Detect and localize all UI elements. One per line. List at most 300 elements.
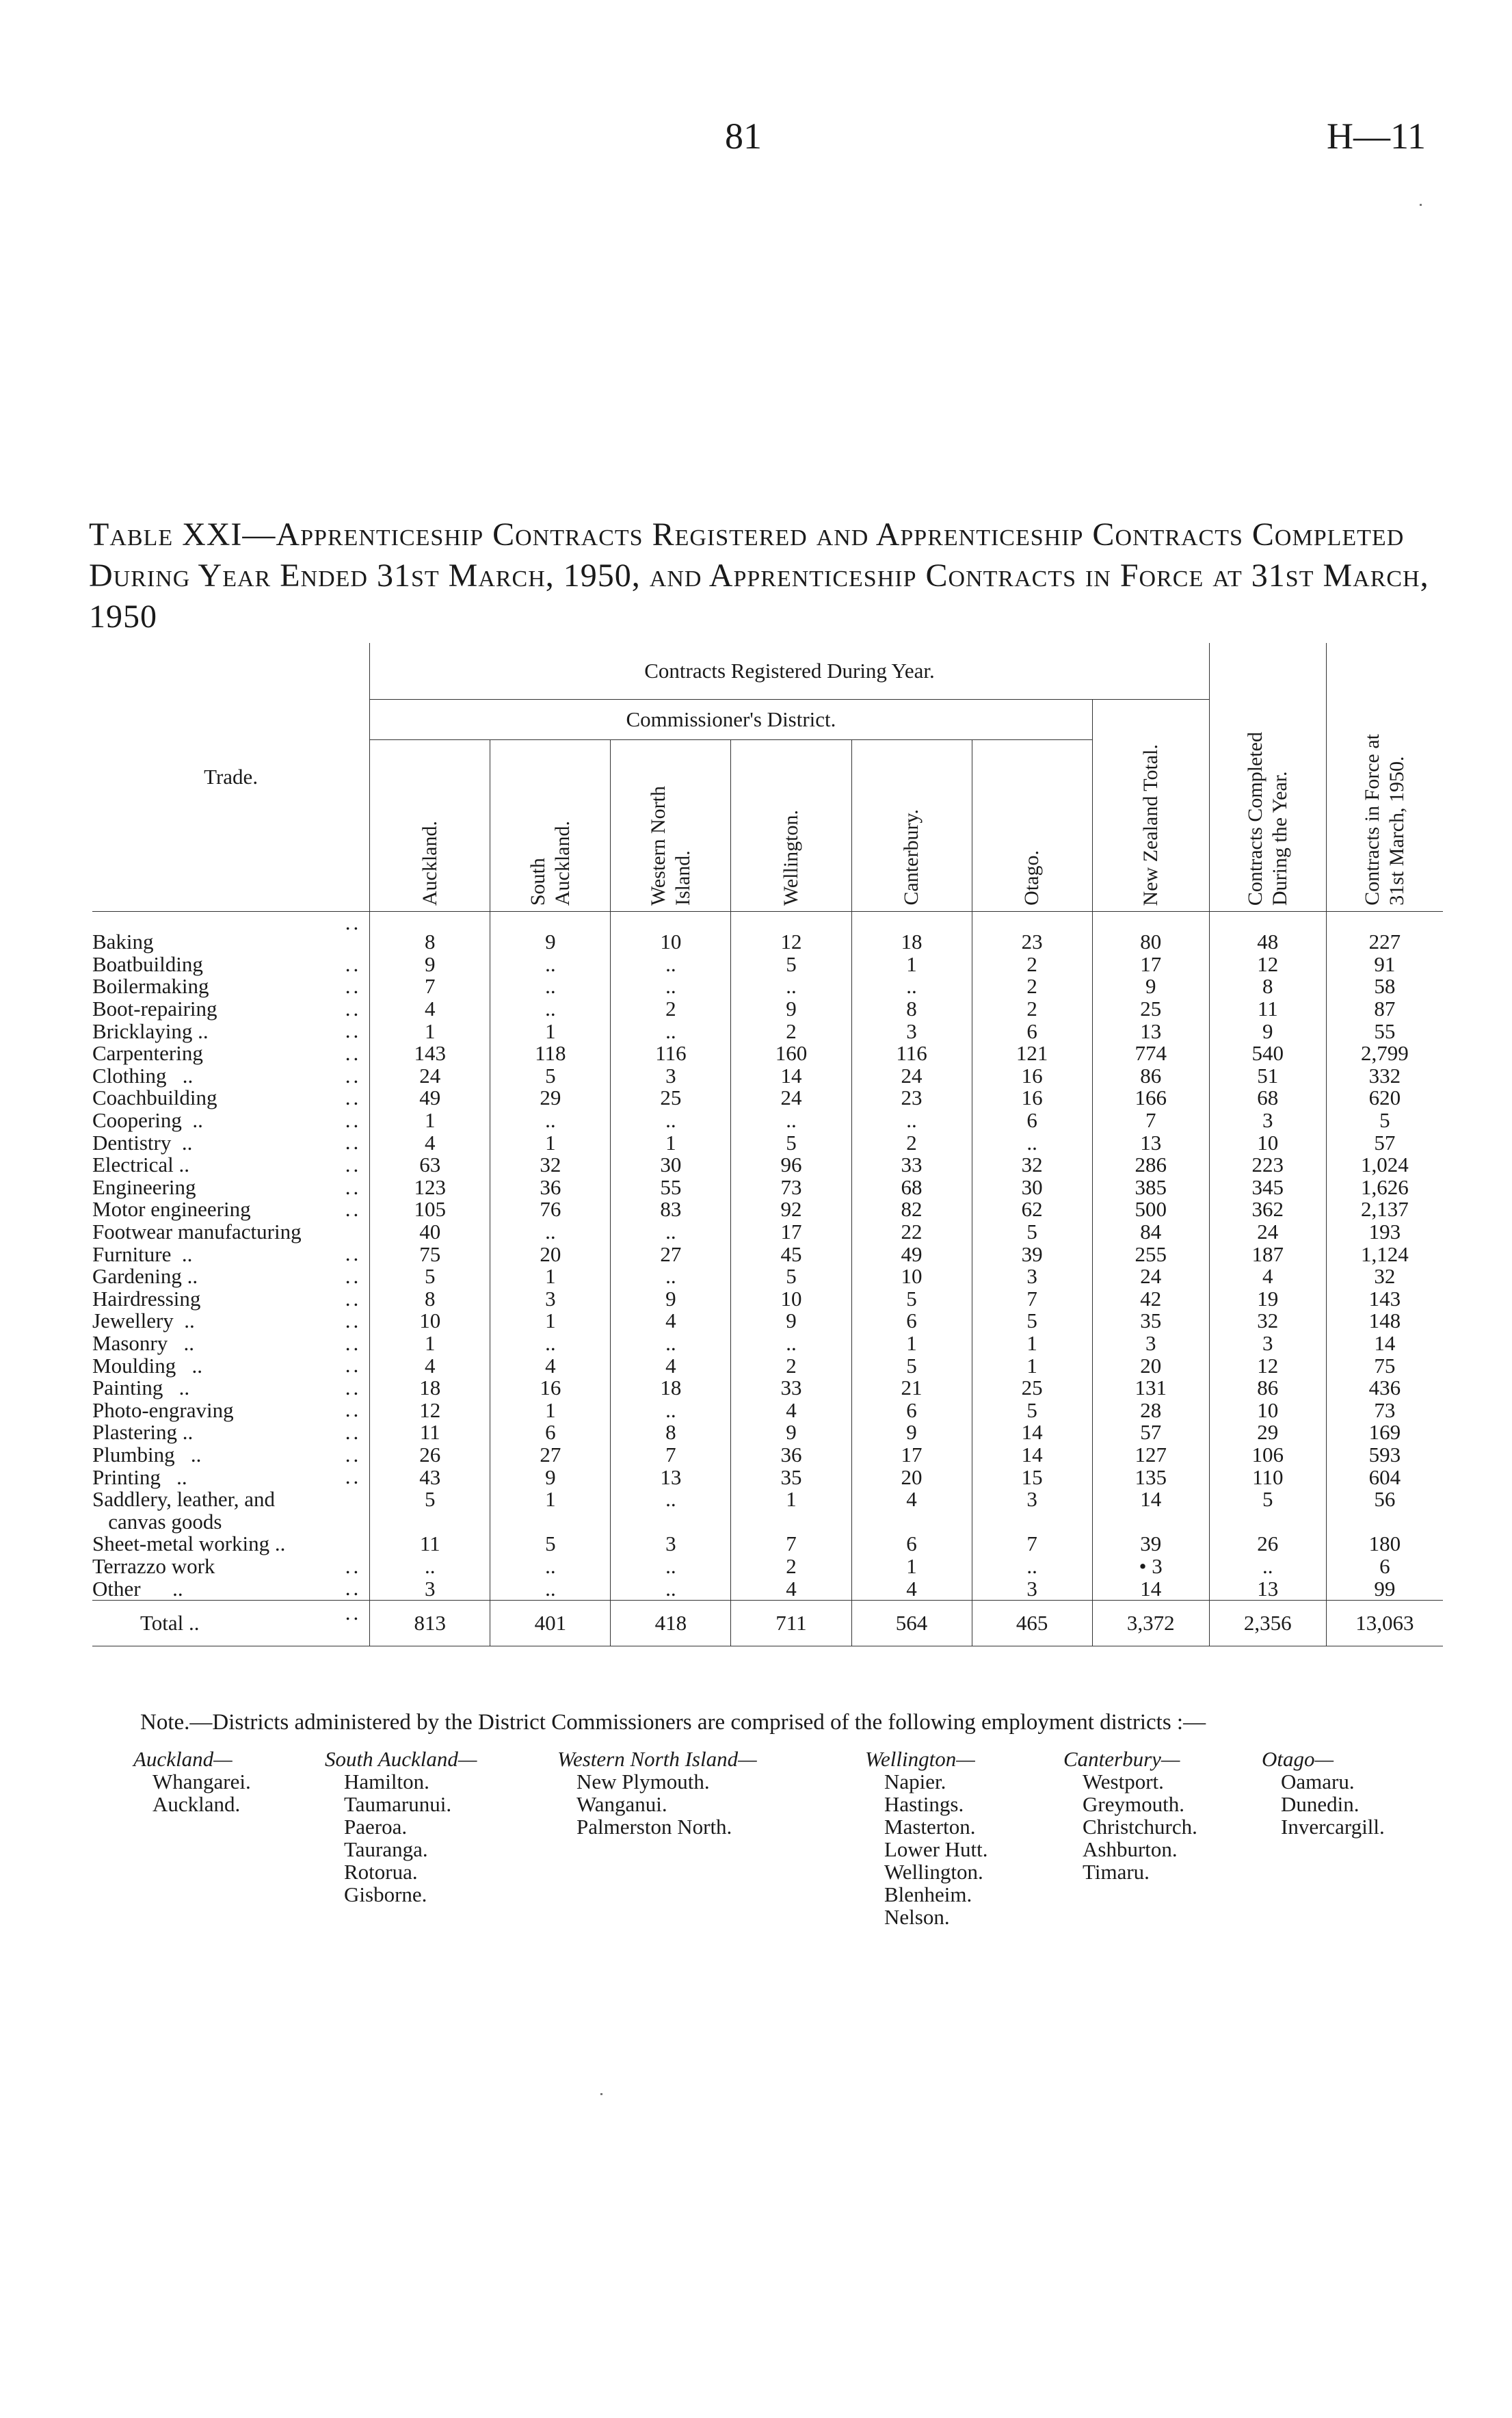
cell-south-auckland: 1 xyxy=(490,1020,611,1042)
trade-label: Engineering xyxy=(92,1174,196,1199)
trade-label: Sheet-metal working .. xyxy=(92,1532,286,1556)
trade-cell xyxy=(92,1174,370,1199)
cell-nz-total: 17 xyxy=(1092,954,1209,976)
cell-western-north-island: 2 xyxy=(611,998,731,1021)
cell-auckland: 143 xyxy=(370,1042,490,1065)
trade-cell xyxy=(92,1065,370,1088)
cell-in-force: 227 xyxy=(1368,930,1401,954)
col-header-otago-text: Otago. xyxy=(1020,850,1044,906)
cell-nz-total: 13 xyxy=(1092,1131,1209,1154)
table-row xyxy=(92,1577,1443,1600)
cell-nz-total: 7 xyxy=(1092,1109,1209,1132)
cell-south-auckland: .. xyxy=(490,998,611,1021)
cell-otago: 62 xyxy=(972,1198,1092,1221)
cell-in-force: 193 xyxy=(1368,1220,1401,1244)
cell-south-auckland: .. xyxy=(490,1577,611,1600)
col-header-western-north-island xyxy=(611,740,731,912)
col-header-western-north-island-text: Western North Island. xyxy=(646,785,694,906)
cell-otago: 5 xyxy=(972,1399,1092,1421)
cell-in-force: 56 xyxy=(1374,1487,1396,1512)
cell-wellington: 92 xyxy=(731,1198,851,1221)
cell-western-north-island: .. xyxy=(611,1265,731,1288)
cell-south-auckland: 16 xyxy=(490,1377,611,1399)
cell-otago: 2 xyxy=(972,954,1092,976)
trade-cell xyxy=(92,1243,370,1265)
employment-district: Tauranga. xyxy=(344,1837,428,1861)
employment-district: New Plymouth. xyxy=(576,1770,710,1793)
trade-label: Bricklaying .. xyxy=(92,1019,209,1043)
trade-cell xyxy=(92,951,370,976)
cell-in-force: 620 xyxy=(1368,1086,1401,1110)
cell-auckland: 26 xyxy=(370,1444,490,1467)
total-row xyxy=(92,1600,1443,1646)
employment-district: Greymouth. xyxy=(1083,1792,1184,1816)
leader-dots: .. xyxy=(345,1086,362,1110)
cell-nz-total: 35 xyxy=(1092,1310,1209,1332)
cell-south-auckland: 1 xyxy=(490,1131,611,1154)
cell-in-force: 2,799 xyxy=(1361,1041,1409,1066)
cell-western-north-island xyxy=(611,1510,731,1533)
cell-wellington: 2 xyxy=(731,1555,851,1578)
cell-otago: 3 xyxy=(972,1577,1092,1600)
cell-canterbury: 17 xyxy=(851,1444,972,1467)
cell-in-force: 169 xyxy=(1368,1420,1401,1445)
cell-completed: 9 xyxy=(1209,1020,1326,1042)
trade-cell xyxy=(92,1399,370,1421)
footnote: Note.—Districts administered by the District Commissioners are comprised of the following employment districts :— xyxy=(140,1710,1206,1735)
cell-completed: 540 xyxy=(1209,1042,1326,1065)
cell-wellington: 9 xyxy=(731,998,851,1021)
total-completed: 2,356 xyxy=(1209,1600,1326,1646)
cell-completed: 48 xyxy=(1209,912,1326,954)
cell-auckland: 10 xyxy=(370,1310,490,1332)
district-column xyxy=(1262,1748,1385,1838)
cell-completed: 51 xyxy=(1209,1065,1326,1088)
cell-south-auckland: 32 xyxy=(490,1154,611,1177)
cell-canterbury: 18 xyxy=(851,912,972,954)
table-row xyxy=(92,1377,1443,1399)
cell-nz-total: 14 xyxy=(1092,1577,1209,1600)
cell-wellington: 9 xyxy=(731,1421,851,1444)
trade-label: Footwear manufacturing xyxy=(92,1220,302,1244)
cell-otago: 39 xyxy=(972,1243,1092,1265)
col-header-wellington xyxy=(731,740,851,912)
cell-wellington: 1 xyxy=(731,1488,851,1511)
total-wellington: 711 xyxy=(731,1600,851,1646)
cell-western-north-island: 7 xyxy=(611,1444,731,1467)
cell-south-auckland: .. xyxy=(490,1555,611,1578)
cell-south-auckland: 76 xyxy=(490,1198,611,1221)
employment-district: Palmerston North. xyxy=(576,1815,732,1839)
cell-western-north-island: .. xyxy=(611,1399,731,1421)
cell-south-auckland: 20 xyxy=(490,1243,611,1265)
leader-dots: .. xyxy=(345,1174,362,1199)
cell-western-north-island: 18 xyxy=(611,1377,731,1399)
district-column xyxy=(325,1748,477,1906)
cell-otago: 1 xyxy=(972,1332,1092,1355)
cell-auckland: 1 xyxy=(370,1332,490,1355)
cell-western-north-island: 27 xyxy=(611,1243,731,1265)
district-name: Canterbury— xyxy=(1063,1747,1180,1771)
district-name: South Auckland— xyxy=(325,1747,477,1771)
cell-western-north-island: 116 xyxy=(611,1042,731,1065)
total-western-north-island: 418 xyxy=(611,1600,731,1646)
cell-wellington: 14 xyxy=(731,1065,851,1088)
cell-completed: .. xyxy=(1209,1555,1326,1578)
table-row xyxy=(92,1243,1443,1265)
cell-canterbury: 23 xyxy=(851,1087,972,1109)
cell-auckland: 18 xyxy=(370,1377,490,1399)
cell-auckland: 40 xyxy=(370,1221,490,1244)
cell-auckland: 12 xyxy=(370,1399,490,1421)
cell-otago: 7 xyxy=(972,1288,1092,1311)
speck-mark xyxy=(600,2093,602,2095)
cell-south-auckland: 5 xyxy=(490,1065,611,1088)
leader-dots: .. xyxy=(345,1309,362,1333)
total-south-auckland: 401 xyxy=(490,1600,611,1646)
cell-wellington: .. xyxy=(731,975,851,998)
cell-western-north-island: 10 xyxy=(611,912,731,954)
cell-nz-total: 500 xyxy=(1092,1198,1209,1221)
cell-south-auckland: .. xyxy=(490,975,611,998)
cell-in-force: 75 xyxy=(1374,1353,1396,1378)
cell-south-auckland: 1 xyxy=(490,1310,611,1332)
trade-cell xyxy=(92,1221,370,1244)
cell-auckland: 4 xyxy=(370,1131,490,1154)
cell-south-auckland: .. xyxy=(490,1109,611,1132)
cell-nz-total xyxy=(1092,1510,1209,1533)
cell-in-force: 148 xyxy=(1368,1309,1401,1333)
total-dots: .. xyxy=(345,1600,362,1625)
trade-cell xyxy=(92,1310,370,1332)
trade-label: Coachbuilding xyxy=(92,1086,217,1110)
table-row xyxy=(92,1510,1443,1533)
trade-cell xyxy=(92,1444,370,1467)
trade-label: Boot-repairing xyxy=(92,997,217,1021)
trade-label: Masonry .. xyxy=(92,1330,194,1355)
cell-completed: 68 xyxy=(1209,1087,1326,1109)
cell-wellington xyxy=(731,1510,851,1533)
leader-dots: .. xyxy=(345,1353,362,1378)
employment-district: Blenheim. xyxy=(884,1882,972,1906)
district-name: Auckland— xyxy=(133,1747,233,1771)
cell-western-north-island: 13 xyxy=(611,1466,731,1488)
cell-western-north-island: 3 xyxy=(611,1533,731,1555)
trade-label: Motor engineering xyxy=(92,1197,251,1222)
total-nz-total: 3,372 xyxy=(1092,1600,1209,1646)
trade-label: Saddlery, leather, and xyxy=(92,1487,276,1512)
cell-nz-total: 42 xyxy=(1092,1288,1209,1311)
employment-district: Masterton. xyxy=(884,1815,976,1839)
cell-nz-total: 25 xyxy=(1092,998,1209,1021)
cell-auckland: 8 xyxy=(370,1288,490,1311)
cell-canterbury: 3 xyxy=(851,1020,972,1042)
employment-district: Rotorua. xyxy=(344,1860,418,1884)
cell-wellington: 35 xyxy=(731,1466,851,1488)
employment-district: Paeroa. xyxy=(344,1815,408,1839)
cell-wellington: 17 xyxy=(731,1221,851,1244)
cell-completed: 345 xyxy=(1209,1177,1326,1199)
cell-nz-total: 135 xyxy=(1092,1466,1209,1488)
cell-canterbury: 8 xyxy=(851,998,972,1021)
trade-label: Baking xyxy=(92,930,154,954)
cell-otago: 7 xyxy=(972,1533,1092,1555)
cell-canterbury: 24 xyxy=(851,1065,972,1088)
cell-wellington: 9 xyxy=(731,1310,851,1332)
cell-auckland: 1 xyxy=(370,1109,490,1132)
cell-wellington: 2 xyxy=(731,1354,851,1377)
cell-auckland: 75 xyxy=(370,1243,490,1265)
cell-wellington: 5 xyxy=(731,1265,851,1288)
leader-dots: .. xyxy=(345,910,362,934)
cell-nz-total: 13 xyxy=(1092,1020,1209,1042)
district-column xyxy=(557,1748,757,1838)
table-row xyxy=(92,1020,1443,1042)
table-row xyxy=(92,1310,1443,1332)
cell-otago: 30 xyxy=(972,1177,1092,1199)
leader-dots: .. xyxy=(345,996,362,1021)
cell-canterbury: 9 xyxy=(851,1421,972,1444)
cell-nz-total: 127 xyxy=(1092,1444,1209,1467)
leader-dots: .. xyxy=(345,1152,362,1177)
trade-label: Plumbing .. xyxy=(92,1442,202,1467)
cell-in-force: 57 xyxy=(1374,1130,1396,1155)
cell-nz-total: • 3 xyxy=(1092,1555,1209,1578)
cell-completed: 10 xyxy=(1209,1131,1326,1154)
trade-label: Moulding .. xyxy=(92,1353,203,1378)
cell-south-auckland: 6 xyxy=(490,1421,611,1444)
cell-otago: .. xyxy=(972,1131,1092,1154)
cell-south-auckland: 1 xyxy=(490,1488,611,1511)
leader-dots: .. xyxy=(345,1063,362,1088)
cell-otago: .. xyxy=(972,1555,1092,1578)
trade-cell xyxy=(92,1354,370,1377)
cell-canterbury: 6 xyxy=(851,1533,972,1555)
page-code: H—11 xyxy=(1327,116,1426,157)
cell-wellington: 73 xyxy=(731,1177,851,1199)
cell-in-force: 87 xyxy=(1374,997,1396,1021)
cell-western-north-island: .. xyxy=(611,1332,731,1355)
cell-auckland: 11 xyxy=(370,1533,490,1555)
leader-dots: .. xyxy=(345,1420,362,1445)
cell-in-force: 604 xyxy=(1368,1464,1401,1489)
cell-auckland: 8 xyxy=(370,912,490,954)
cell-auckland: 105 xyxy=(370,1198,490,1221)
cell-canterbury: 5 xyxy=(851,1288,972,1311)
cell-auckland: 24 xyxy=(370,1065,490,1088)
leader-dots: .. xyxy=(345,951,362,976)
employment-district: Gisborne. xyxy=(344,1882,427,1906)
cell-south-auckland: 4 xyxy=(490,1354,611,1377)
cell-south-auckland: .. xyxy=(490,1221,611,1244)
district-column xyxy=(1063,1748,1197,1883)
cell-nz-total: 84 xyxy=(1092,1221,1209,1244)
cell-otago: 16 xyxy=(972,1065,1092,1088)
trade-label: Coopering .. xyxy=(92,1108,203,1133)
table-row xyxy=(92,1265,1443,1288)
cell-wellington: 12 xyxy=(731,912,851,954)
cell-in-force: 332 xyxy=(1368,1063,1401,1088)
speck-mark xyxy=(1420,204,1422,206)
cell-otago: 1 xyxy=(972,1354,1092,1377)
trade-cell xyxy=(92,1265,370,1288)
employment-district: Timaru. xyxy=(1083,1860,1150,1884)
cell-western-north-island: 4 xyxy=(611,1310,731,1332)
cell-completed: 19 xyxy=(1209,1288,1326,1311)
cell-western-north-island: 25 xyxy=(611,1087,731,1109)
cell-otago: 6 xyxy=(972,1109,1092,1132)
table-row xyxy=(92,1421,1443,1444)
cell-canterbury: 49 xyxy=(851,1243,972,1265)
cell-completed: 24 xyxy=(1209,1221,1326,1244)
cell-canterbury: 20 xyxy=(851,1466,972,1488)
cell-western-north-island: .. xyxy=(611,954,731,976)
cell-western-north-island: .. xyxy=(611,1221,731,1244)
employment-district: Christchurch. xyxy=(1083,1815,1197,1839)
table-row xyxy=(92,1399,1443,1421)
trade-cell xyxy=(92,1421,370,1444)
cell-otago xyxy=(972,1510,1092,1533)
table-title: Table XXI—Apprenticeship Contracts Registered and Apprenticeship Contracts Completed During Year Ended 31st March, 1950, and Apprenticeship Contracts in Force at 31st March, 1950 xyxy=(89,516,1429,635)
cell-otago: 16 xyxy=(972,1087,1092,1109)
trade-cell xyxy=(92,1131,370,1154)
cell-nz-total: 39 xyxy=(1092,1533,1209,1555)
trade-cell xyxy=(92,998,370,1021)
cell-western-north-island: 3 xyxy=(611,1065,731,1088)
cell-completed: 223 xyxy=(1209,1154,1326,1177)
cell-completed: 4 xyxy=(1209,1265,1326,1288)
leader-dots: .. xyxy=(345,1286,362,1311)
cell-auckland xyxy=(370,1510,490,1533)
table-row xyxy=(92,1042,1443,1065)
col-header-canterbury-text: Canterbury. xyxy=(900,809,923,906)
cell-nz-total: 14 xyxy=(1092,1488,1209,1511)
employment-district: Wanganui. xyxy=(576,1792,667,1816)
table-row xyxy=(92,1065,1443,1088)
cell-canterbury: 68 xyxy=(851,1177,972,1199)
cell-canterbury: 2 xyxy=(851,1131,972,1154)
district-name: Otago— xyxy=(1262,1747,1334,1771)
employment-district: Napier. xyxy=(884,1770,946,1793)
commissioners-district-header: Commissioner's District. xyxy=(370,700,1092,740)
trade-cell xyxy=(92,1555,370,1578)
table-row xyxy=(92,1109,1443,1132)
trade-label: Printing .. xyxy=(92,1464,187,1489)
cell-in-force: 5 xyxy=(1379,1108,1390,1133)
table-row xyxy=(92,1466,1443,1488)
total-label-cell xyxy=(92,1600,370,1646)
cell-canterbury: 116 xyxy=(851,1042,972,1065)
cell-wellington: 160 xyxy=(731,1042,851,1065)
cell-nz-total: 385 xyxy=(1092,1177,1209,1199)
table-body xyxy=(92,912,1443,1601)
cell-completed: 12 xyxy=(1209,954,1326,976)
cell-western-north-island: .. xyxy=(611,975,731,998)
leader-dots: .. xyxy=(345,1553,362,1578)
apprenticeship-table xyxy=(92,643,1443,1646)
employment-district: Ashburton. xyxy=(1083,1837,1178,1861)
cell-western-north-island: 83 xyxy=(611,1198,731,1221)
employment-district: Hastings. xyxy=(884,1792,964,1816)
employment-district: Lower Hutt. xyxy=(884,1837,988,1861)
leader-dots: .. xyxy=(345,974,362,999)
cell-wellington: 36 xyxy=(731,1444,851,1467)
cell-canterbury: 21 xyxy=(851,1377,972,1399)
cell-wellington: 4 xyxy=(731,1399,851,1421)
col-header-wellington-text: Wellington. xyxy=(779,809,802,906)
cell-in-force: 6 xyxy=(1379,1553,1390,1578)
cell-auckland: 63 xyxy=(370,1154,490,1177)
trade-label: Boatbuilding xyxy=(92,951,203,976)
cell-completed: 5 xyxy=(1209,1488,1326,1511)
col-header-completed xyxy=(1209,643,1326,912)
col-header-in-force xyxy=(1326,643,1443,912)
cell-auckland: 5 xyxy=(370,1265,490,1288)
total-in-force: 13,063 xyxy=(1326,1600,1443,1646)
col-header-south-auckland-text: South Auckland. xyxy=(526,820,574,906)
trade-cell xyxy=(92,975,370,998)
table-row xyxy=(92,1332,1443,1355)
cell-south-auckland: 5 xyxy=(490,1533,611,1555)
cell-auckland: 4 xyxy=(370,1354,490,1377)
table-row xyxy=(92,1154,1443,1177)
cell-wellington: 10 xyxy=(731,1288,851,1311)
cell-western-north-island: 55 xyxy=(611,1177,731,1199)
cell-nz-total: 774 xyxy=(1092,1042,1209,1065)
cell-completed: 10 xyxy=(1209,1399,1326,1421)
employment-district: Invercargill. xyxy=(1281,1815,1385,1839)
trade-label: Other .. xyxy=(92,1576,183,1601)
cell-otago: 25 xyxy=(972,1377,1092,1399)
cell-south-auckland: 27 xyxy=(490,1444,611,1467)
cell-completed: 12 xyxy=(1209,1354,1326,1377)
cell-completed: 3 xyxy=(1209,1109,1326,1132)
trade-cell xyxy=(92,1510,370,1533)
col-header-completed-text: Contracts Completed During the Year. xyxy=(1243,731,1291,906)
cell-south-auckland: .. xyxy=(490,1332,611,1355)
cell-canterbury: 1 xyxy=(851,1332,972,1355)
cell-nz-total: 166 xyxy=(1092,1087,1209,1109)
cell-south-auckland: 36 xyxy=(490,1177,611,1199)
cell-auckland: 43 xyxy=(370,1466,490,1488)
cell-wellington: .. xyxy=(731,1109,851,1132)
cell-south-auckland: .. xyxy=(490,954,611,976)
employment-district: Taumarunui. xyxy=(344,1792,452,1816)
employment-district: Auckland. xyxy=(152,1792,241,1816)
leader-dots: .. xyxy=(345,1040,362,1065)
cell-in-force: 32 xyxy=(1374,1264,1396,1289)
cell-auckland: 7 xyxy=(370,975,490,998)
cell-completed: 26 xyxy=(1209,1533,1326,1555)
cell-in-force: 1,124 xyxy=(1361,1241,1409,1266)
cell-wellington: 2 xyxy=(731,1020,851,1042)
cell-western-north-island: .. xyxy=(611,1577,731,1600)
trade-label: canvas goods xyxy=(92,1509,222,1534)
col-header-auckland-text: Auckland. xyxy=(418,820,441,906)
table-row xyxy=(92,1444,1443,1467)
leader-dots: .. xyxy=(345,1375,362,1399)
cell-otago: 5 xyxy=(972,1310,1092,1332)
table-row xyxy=(92,1354,1443,1377)
col-header-otago xyxy=(972,740,1092,912)
cell-in-force: 58 xyxy=(1374,974,1396,999)
trade-label: Clothing .. xyxy=(92,1063,194,1088)
total-auckland: 813 xyxy=(370,1600,490,1646)
trade-cell xyxy=(92,1020,370,1042)
cell-wellington: 4 xyxy=(731,1577,851,1600)
cell-canterbury: 22 xyxy=(851,1221,972,1244)
leader-dots: .. xyxy=(345,1464,362,1489)
